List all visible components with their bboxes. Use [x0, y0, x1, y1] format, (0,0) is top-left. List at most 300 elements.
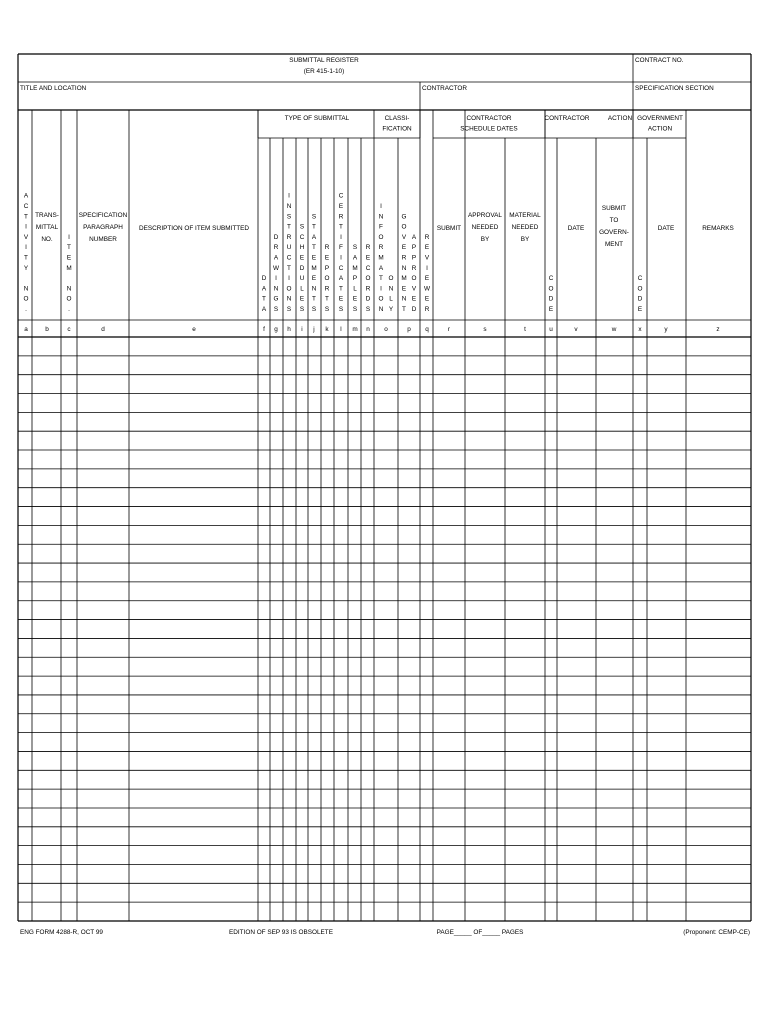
entry-cell-g[interactable] [270, 770, 283, 789]
entry-cell-a[interactable] [18, 450, 32, 469]
entry-cell-l[interactable] [334, 337, 348, 356]
entry-cell-a[interactable] [18, 827, 32, 846]
entry-cell-j[interactable] [308, 488, 321, 507]
entry-cell-h[interactable] [283, 525, 296, 544]
entry-cell-e[interactable] [129, 450, 258, 469]
entry-cell-c[interactable] [61, 582, 77, 601]
entry-cell-v[interactable] [557, 620, 596, 639]
entry-cell-j[interactable] [308, 846, 321, 865]
entry-cell-d[interactable] [77, 337, 129, 356]
entry-cell-f[interactable] [258, 507, 270, 526]
entry-cell-l[interactable] [334, 883, 348, 902]
entry-cell-e[interactable] [129, 883, 258, 902]
entry-cell-l[interactable] [334, 507, 348, 526]
entry-cell-h[interactable] [283, 902, 296, 921]
entry-cell-q[interactable] [420, 714, 433, 733]
entry-cell-i[interactable] [296, 770, 308, 789]
entry-cell-s[interactable] [465, 356, 505, 375]
entry-cell-a[interactable] [18, 733, 32, 752]
entry-cell-o[interactable] [374, 601, 398, 620]
entry-cell-z[interactable] [686, 563, 751, 582]
entry-cell-d[interactable] [77, 657, 129, 676]
entry-cell-h[interactable] [283, 695, 296, 714]
entry-cell-g[interactable] [270, 431, 283, 450]
entry-cell-b[interactable] [32, 827, 61, 846]
entry-cell-n[interactable] [361, 883, 374, 902]
entry-cell-n[interactable] [361, 827, 374, 846]
entry-cell-r[interactable] [433, 412, 465, 431]
entry-cell-l[interactable] [334, 846, 348, 865]
entry-cell-d[interactable] [77, 375, 129, 394]
entry-cell-j[interactable] [308, 751, 321, 770]
entry-cell-f[interactable] [258, 808, 270, 827]
entry-cell-i[interactable] [296, 751, 308, 770]
entry-cell-l[interactable] [334, 770, 348, 789]
entry-cell-e[interactable] [129, 469, 258, 488]
entry-cell-q[interactable] [420, 846, 433, 865]
entry-cell-a[interactable] [18, 676, 32, 695]
entry-cell-q[interactable] [420, 883, 433, 902]
entry-cell-f[interactable] [258, 751, 270, 770]
entry-cell-b[interactable] [32, 412, 61, 431]
entry-cell-j[interactable] [308, 544, 321, 563]
entry-cell-f[interactable] [258, 394, 270, 413]
entry-cell-c[interactable] [61, 751, 77, 770]
entry-cell-a[interactable] [18, 638, 32, 657]
entry-cell-a[interactable] [18, 657, 32, 676]
entry-cell-v[interactable] [557, 375, 596, 394]
entry-cell-b[interactable] [32, 657, 61, 676]
entry-cell-i[interactable] [296, 638, 308, 657]
entry-cell-z[interactable] [686, 582, 751, 601]
entry-cell-m[interactable] [348, 601, 361, 620]
entry-cell-d[interactable] [77, 770, 129, 789]
entry-cell-f[interactable] [258, 714, 270, 733]
entry-cell-v[interactable] [557, 808, 596, 827]
entry-cell-w[interactable] [596, 601, 633, 620]
entry-cell-f[interactable] [258, 544, 270, 563]
entry-cell-s[interactable] [465, 544, 505, 563]
entry-cell-v[interactable] [557, 525, 596, 544]
entry-cell-j[interactable] [308, 902, 321, 921]
entry-cell-t[interactable] [505, 544, 545, 563]
entry-cell-e[interactable] [129, 507, 258, 526]
entry-cell-m[interactable] [348, 412, 361, 431]
entry-cell-w[interactable] [596, 827, 633, 846]
entry-cell-s[interactable] [465, 507, 505, 526]
entry-cell-c[interactable] [61, 544, 77, 563]
entry-cell-x[interactable] [633, 394, 647, 413]
entry-cell-e[interactable] [129, 638, 258, 657]
entry-cell-j[interactable] [308, 450, 321, 469]
entry-cell-d[interactable] [77, 620, 129, 639]
entry-cell-k[interactable] [321, 488, 334, 507]
entry-cell-o[interactable] [374, 676, 398, 695]
entry-cell-z[interactable] [686, 601, 751, 620]
entry-cell-q[interactable] [420, 733, 433, 752]
entry-cell-s[interactable] [465, 733, 505, 752]
entry-cell-o[interactable] [374, 563, 398, 582]
entry-cell-h[interactable] [283, 733, 296, 752]
entry-cell-m[interactable] [348, 356, 361, 375]
entry-cell-k[interactable] [321, 525, 334, 544]
entry-cell-q[interactable] [420, 657, 433, 676]
entry-cell-i[interactable] [296, 582, 308, 601]
entry-cell-j[interactable] [308, 714, 321, 733]
entry-cell-o[interactable] [374, 827, 398, 846]
entry-cell-y[interactable] [647, 544, 686, 563]
entry-cell-w[interactable] [596, 582, 633, 601]
entry-cell-o[interactable] [374, 450, 398, 469]
entry-cell-c[interactable] [61, 657, 77, 676]
entry-cell-z[interactable] [686, 412, 751, 431]
entry-cell-h[interactable] [283, 375, 296, 394]
entry-cell-f[interactable] [258, 676, 270, 695]
entry-cell-w[interactable] [596, 394, 633, 413]
entry-cell-d[interactable] [77, 525, 129, 544]
entry-cell-n[interactable] [361, 507, 374, 526]
entry-cell-b[interactable] [32, 507, 61, 526]
entry-cell-h[interactable] [283, 450, 296, 469]
entry-cell-o[interactable] [374, 657, 398, 676]
entry-cell-d[interactable] [77, 412, 129, 431]
entry-cell-q[interactable] [420, 864, 433, 883]
entry-cell-u[interactable] [545, 864, 557, 883]
entry-cell-h[interactable] [283, 657, 296, 676]
entry-cell-u[interactable] [545, 563, 557, 582]
entry-cell-d[interactable] [77, 846, 129, 865]
entry-cell-e[interactable] [129, 394, 258, 413]
entry-cell-c[interactable] [61, 714, 77, 733]
entry-cell-z[interactable] [686, 620, 751, 639]
entry-cell-h[interactable] [283, 582, 296, 601]
entry-cell-y[interactable] [647, 808, 686, 827]
entry-cell-b[interactable] [32, 469, 61, 488]
entry-cell-o[interactable] [374, 337, 398, 356]
entry-cell-x[interactable] [633, 488, 647, 507]
entry-cell-b[interactable] [32, 488, 61, 507]
entry-cell-x[interactable] [633, 507, 647, 526]
entry-cell-s[interactable] [465, 412, 505, 431]
entry-cell-s[interactable] [465, 883, 505, 902]
entry-cell-s[interactable] [465, 751, 505, 770]
entry-cell-r[interactable] [433, 620, 465, 639]
entry-cell-e[interactable] [129, 864, 258, 883]
entry-cell-d[interactable] [77, 827, 129, 846]
entry-cell-z[interactable] [686, 846, 751, 865]
entry-cell-f[interactable] [258, 657, 270, 676]
entry-cell-j[interactable] [308, 864, 321, 883]
entry-cell-i[interactable] [296, 337, 308, 356]
entry-cell-v[interactable] [557, 507, 596, 526]
entry-cell-d[interactable] [77, 789, 129, 808]
entry-cell-u[interactable] [545, 507, 557, 526]
entry-cell-h[interactable] [283, 469, 296, 488]
entry-cell-y[interactable] [647, 450, 686, 469]
entry-cell-p[interactable] [398, 525, 420, 544]
entry-cell-o[interactable] [374, 488, 398, 507]
entry-cell-n[interactable] [361, 469, 374, 488]
entry-cell-u[interactable] [545, 544, 557, 563]
entry-cell-r[interactable] [433, 582, 465, 601]
entry-cell-g[interactable] [270, 883, 283, 902]
entry-cell-o[interactable] [374, 375, 398, 394]
entry-cell-b[interactable] [32, 676, 61, 695]
entry-cell-m[interactable] [348, 902, 361, 921]
entry-cell-n[interactable] [361, 375, 374, 394]
entry-cell-d[interactable] [77, 864, 129, 883]
entry-cell-j[interactable] [308, 394, 321, 413]
entry-cell-e[interactable] [129, 808, 258, 827]
entry-cell-e[interactable] [129, 657, 258, 676]
entry-cell-n[interactable] [361, 770, 374, 789]
entry-cell-z[interactable] [686, 356, 751, 375]
entry-cell-e[interactable] [129, 789, 258, 808]
entry-cell-t[interactable] [505, 808, 545, 827]
entry-cell-u[interactable] [545, 657, 557, 676]
entry-cell-d[interactable] [77, 488, 129, 507]
entry-cell-y[interactable] [647, 770, 686, 789]
entry-cell-v[interactable] [557, 431, 596, 450]
entry-cell-p[interactable] [398, 356, 420, 375]
entry-cell-y[interactable] [647, 394, 686, 413]
entry-cell-i[interactable] [296, 733, 308, 752]
entry-cell-r[interactable] [433, 902, 465, 921]
entry-cell-d[interactable] [77, 695, 129, 714]
entry-cell-x[interactable] [633, 450, 647, 469]
entry-cell-s[interactable] [465, 695, 505, 714]
entry-cell-n[interactable] [361, 525, 374, 544]
entry-cell-y[interactable] [647, 488, 686, 507]
entry-cell-e[interactable] [129, 902, 258, 921]
entry-cell-k[interactable] [321, 375, 334, 394]
entry-cell-m[interactable] [348, 469, 361, 488]
entry-cell-h[interactable] [283, 864, 296, 883]
entry-cell-o[interactable] [374, 751, 398, 770]
entry-cell-k[interactable] [321, 394, 334, 413]
entry-cell-z[interactable] [686, 733, 751, 752]
entry-cell-v[interactable] [557, 488, 596, 507]
entry-cell-r[interactable] [433, 356, 465, 375]
entry-cell-a[interactable] [18, 902, 32, 921]
entry-cell-e[interactable] [129, 563, 258, 582]
entry-cell-r[interactable] [433, 337, 465, 356]
entry-cell-i[interactable] [296, 657, 308, 676]
entry-cell-s[interactable] [465, 714, 505, 733]
entry-cell-l[interactable] [334, 808, 348, 827]
entry-cell-i[interactable] [296, 375, 308, 394]
entry-cell-y[interactable] [647, 507, 686, 526]
entry-cell-x[interactable] [633, 356, 647, 375]
entry-cell-f[interactable] [258, 582, 270, 601]
entry-cell-a[interactable] [18, 488, 32, 507]
entry-cell-l[interactable] [334, 864, 348, 883]
entry-cell-d[interactable] [77, 469, 129, 488]
entry-cell-u[interactable] [545, 412, 557, 431]
entry-cell-a[interactable] [18, 714, 32, 733]
entry-cell-x[interactable] [633, 883, 647, 902]
entry-cell-g[interactable] [270, 751, 283, 770]
entry-cell-d[interactable] [77, 431, 129, 450]
entry-cell-t[interactable] [505, 638, 545, 657]
entry-cell-q[interactable] [420, 507, 433, 526]
entry-cell-b[interactable] [32, 770, 61, 789]
entry-cell-k[interactable] [321, 582, 334, 601]
entry-cell-w[interactable] [596, 431, 633, 450]
entry-cell-q[interactable] [420, 808, 433, 827]
entry-cell-g[interactable] [270, 356, 283, 375]
entry-cell-o[interactable] [374, 620, 398, 639]
entry-cell-m[interactable] [348, 846, 361, 865]
entry-cell-t[interactable] [505, 563, 545, 582]
entry-cell-o[interactable] [374, 733, 398, 752]
entry-cell-l[interactable] [334, 751, 348, 770]
entry-cell-t[interactable] [505, 733, 545, 752]
entry-cell-w[interactable] [596, 864, 633, 883]
entry-cell-j[interactable] [308, 582, 321, 601]
entry-cell-b[interactable] [32, 601, 61, 620]
entry-cell-k[interactable] [321, 695, 334, 714]
entry-cell-q[interactable] [420, 770, 433, 789]
entry-cell-j[interactable] [308, 507, 321, 526]
entry-cell-c[interactable] [61, 846, 77, 865]
entry-cell-s[interactable] [465, 450, 505, 469]
entry-cell-p[interactable] [398, 883, 420, 902]
entry-cell-n[interactable] [361, 582, 374, 601]
entry-cell-d[interactable] [77, 902, 129, 921]
entry-cell-x[interactable] [633, 751, 647, 770]
entry-cell-g[interactable] [270, 808, 283, 827]
entry-cell-l[interactable] [334, 563, 348, 582]
entry-cell-r[interactable] [433, 431, 465, 450]
entry-cell-x[interactable] [633, 695, 647, 714]
entry-cell-x[interactable] [633, 375, 647, 394]
entry-cell-o[interactable] [374, 356, 398, 375]
entry-cell-u[interactable] [545, 883, 557, 902]
entry-cell-r[interactable] [433, 714, 465, 733]
entry-cell-p[interactable] [398, 827, 420, 846]
entry-cell-h[interactable] [283, 846, 296, 865]
entry-cell-y[interactable] [647, 469, 686, 488]
entry-cell-r[interactable] [433, 525, 465, 544]
entry-cell-y[interactable] [647, 827, 686, 846]
entry-cell-q[interactable] [420, 676, 433, 695]
entry-cell-u[interactable] [545, 488, 557, 507]
entry-cell-q[interactable] [420, 469, 433, 488]
entry-cell-a[interactable] [18, 431, 32, 450]
entry-cell-r[interactable] [433, 770, 465, 789]
entry-cell-m[interactable] [348, 394, 361, 413]
entry-cell-i[interactable] [296, 620, 308, 639]
entry-cell-j[interactable] [308, 375, 321, 394]
entry-cell-t[interactable] [505, 488, 545, 507]
entry-cell-t[interactable] [505, 375, 545, 394]
entry-cell-l[interactable] [334, 356, 348, 375]
entry-cell-c[interactable] [61, 883, 77, 902]
entry-cell-k[interactable] [321, 563, 334, 582]
entry-cell-b[interactable] [32, 525, 61, 544]
entry-cell-x[interactable] [633, 620, 647, 639]
entry-cell-u[interactable] [545, 827, 557, 846]
entry-cell-x[interactable] [633, 582, 647, 601]
entry-cell-k[interactable] [321, 751, 334, 770]
entry-cell-l[interactable] [334, 375, 348, 394]
entry-cell-s[interactable] [465, 601, 505, 620]
entry-cell-y[interactable] [647, 733, 686, 752]
entry-cell-f[interactable] [258, 770, 270, 789]
entry-cell-d[interactable] [77, 450, 129, 469]
entry-cell-g[interactable] [270, 695, 283, 714]
entry-cell-g[interactable] [270, 601, 283, 620]
entry-cell-z[interactable] [686, 469, 751, 488]
entry-cell-l[interactable] [334, 620, 348, 639]
entry-cell-x[interactable] [633, 676, 647, 695]
entry-cell-k[interactable] [321, 601, 334, 620]
entry-cell-z[interactable] [686, 770, 751, 789]
entry-cell-p[interactable] [398, 375, 420, 394]
entry-cell-k[interactable] [321, 789, 334, 808]
entry-cell-f[interactable] [258, 412, 270, 431]
entry-cell-u[interactable] [545, 356, 557, 375]
entry-cell-i[interactable] [296, 601, 308, 620]
entry-cell-l[interactable] [334, 657, 348, 676]
entry-cell-k[interactable] [321, 733, 334, 752]
entry-cell-n[interactable] [361, 394, 374, 413]
entry-cell-m[interactable] [348, 337, 361, 356]
entry-cell-m[interactable] [348, 770, 361, 789]
entry-cell-k[interactable] [321, 356, 334, 375]
entry-cell-t[interactable] [505, 714, 545, 733]
entry-cell-n[interactable] [361, 544, 374, 563]
entry-cell-l[interactable] [334, 789, 348, 808]
entry-cell-x[interactable] [633, 525, 647, 544]
entry-cell-h[interactable] [283, 601, 296, 620]
entry-cell-k[interactable] [321, 638, 334, 657]
entry-cell-i[interactable] [296, 808, 308, 827]
entry-cell-b[interactable] [32, 808, 61, 827]
entry-cell-z[interactable] [686, 676, 751, 695]
entry-cell-w[interactable] [596, 751, 633, 770]
entry-cell-c[interactable] [61, 638, 77, 657]
entry-cell-j[interactable] [308, 808, 321, 827]
entry-cell-v[interactable] [557, 563, 596, 582]
entry-cell-r[interactable] [433, 450, 465, 469]
entry-cell-w[interactable] [596, 770, 633, 789]
entry-cell-e[interactable] [129, 846, 258, 865]
entry-cell-w[interactable] [596, 902, 633, 921]
entry-cell-j[interactable] [308, 770, 321, 789]
entry-cell-f[interactable] [258, 431, 270, 450]
entry-cell-r[interactable] [433, 488, 465, 507]
entry-cell-v[interactable] [557, 582, 596, 601]
entry-cell-k[interactable] [321, 507, 334, 526]
entry-cell-y[interactable] [647, 676, 686, 695]
entry-cell-h[interactable] [283, 638, 296, 657]
entry-cell-z[interactable] [686, 657, 751, 676]
entry-cell-q[interactable] [420, 394, 433, 413]
entry-cell-m[interactable] [348, 695, 361, 714]
entry-cell-r[interactable] [433, 733, 465, 752]
entry-cell-l[interactable] [334, 469, 348, 488]
entry-cell-y[interactable] [647, 883, 686, 902]
entry-cell-r[interactable] [433, 808, 465, 827]
entry-cell-o[interactable] [374, 638, 398, 657]
entry-cell-q[interactable] [420, 902, 433, 921]
entry-cell-p[interactable] [398, 808, 420, 827]
entry-cell-s[interactable] [465, 827, 505, 846]
entry-cell-n[interactable] [361, 563, 374, 582]
entry-cell-q[interactable] [420, 601, 433, 620]
